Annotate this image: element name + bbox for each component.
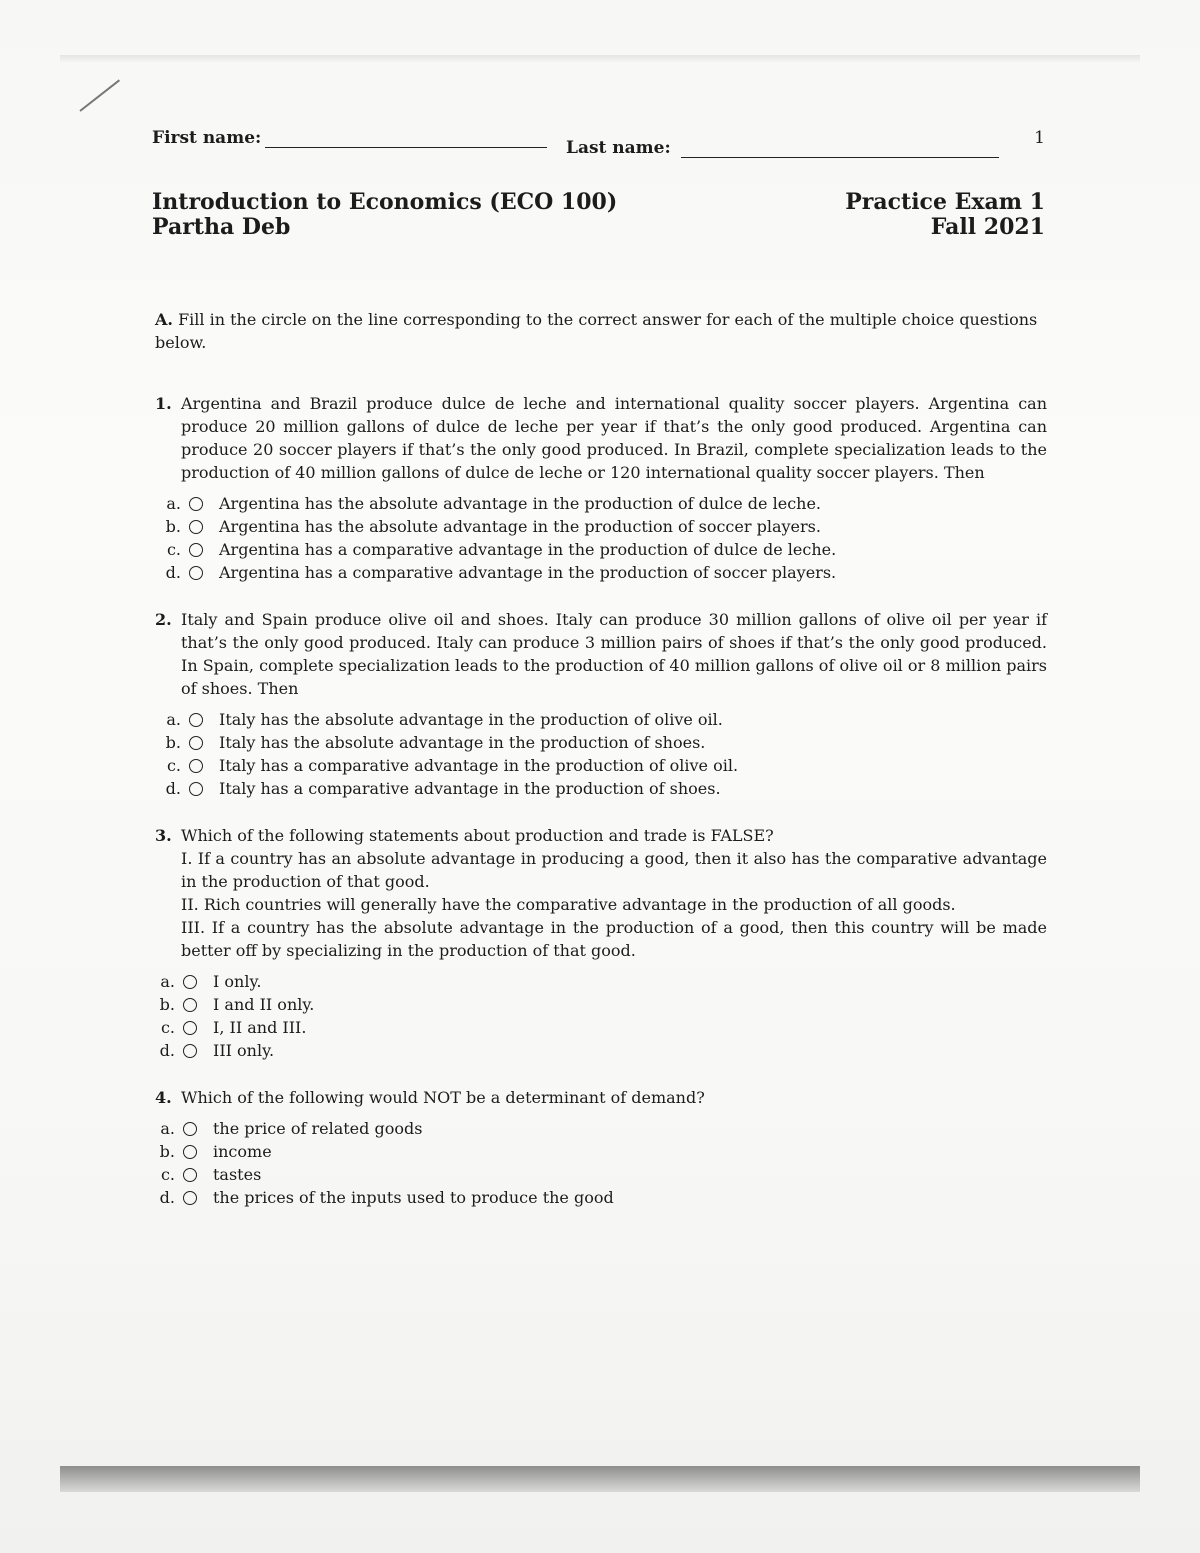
exam-content bbox=[155, 308, 1047, 1233]
question-number: 1. bbox=[155, 394, 172, 413]
answer-bubble[interactable] bbox=[183, 1191, 197, 1205]
answer-option-d[interactable] bbox=[155, 561, 1047, 584]
answer-option-a[interactable] bbox=[149, 970, 1047, 993]
answer-options bbox=[149, 970, 1047, 1062]
answer-option-b[interactable] bbox=[149, 993, 1047, 1016]
option-letter: a. bbox=[160, 972, 175, 991]
option-letter: c. bbox=[160, 1165, 175, 1184]
option-letter: b. bbox=[165, 733, 181, 752]
answer-option-d[interactable] bbox=[149, 1039, 1047, 1062]
section-label: A. bbox=[155, 310, 173, 329]
answer-bubble[interactable] bbox=[183, 1021, 197, 1035]
answer-option-b[interactable] bbox=[149, 1140, 1047, 1163]
statement-iii: III. If a country has the absolute advantage in the production of a good, then this country will be made better off by specializing in the production of that good. bbox=[181, 918, 1047, 960]
question-4 bbox=[155, 1086, 1047, 1209]
option-letter: a. bbox=[160, 1119, 175, 1138]
sheet-top-edge bbox=[60, 55, 1140, 63]
option-letter: c. bbox=[166, 756, 181, 775]
question-stem: Italy and Spain produce olive oil and shoes. Italy can produce 30 million gallons of olive oil per year if that’s the only good produced. Italy can produce 3 million pairs of shoes if that’s the only good produced. In Spain, complete specialization leads to the production of 40 million gallons of olive oil or 8 million pairs of shoes. Then bbox=[181, 610, 1047, 698]
answer-bubble[interactable] bbox=[189, 713, 203, 727]
option-letter: b. bbox=[159, 1142, 175, 1161]
question-number: 3. bbox=[155, 826, 172, 845]
option-text: Argentina has a comparative advantage in the production of soccer players. bbox=[219, 563, 837, 582]
last-name-blank[interactable] bbox=[681, 139, 999, 158]
question-number: 4. bbox=[155, 1088, 172, 1107]
course-title: Introduction to Economics (ECO 100) bbox=[152, 189, 618, 215]
option-letter: d. bbox=[165, 563, 181, 582]
corner-pen-mark bbox=[79, 79, 120, 111]
answer-bubble[interactable] bbox=[183, 975, 197, 989]
option-letter: a. bbox=[166, 710, 181, 729]
answer-bubble[interactable] bbox=[189, 497, 203, 511]
instructions-text: Fill in the circle on the line corresponding to the correct answer for each of the multiple choice questions below. bbox=[155, 310, 1038, 352]
option-text: III only. bbox=[213, 1041, 275, 1060]
answer-bubble[interactable] bbox=[189, 782, 203, 796]
answer-bubble[interactable] bbox=[183, 1044, 197, 1058]
last-name-field[interactable] bbox=[566, 138, 999, 158]
answer-options bbox=[155, 492, 1047, 584]
option-text: tastes bbox=[213, 1165, 262, 1184]
answer-bubble[interactable] bbox=[183, 998, 197, 1012]
question-1 bbox=[155, 392, 1047, 584]
statement-ii: II. Rich countries will generally have the comparative advantage in the production of all goods. bbox=[181, 895, 956, 914]
answer-bubble[interactable] bbox=[189, 759, 203, 773]
page-number: 1 bbox=[1034, 128, 1045, 148]
question-2 bbox=[155, 608, 1047, 800]
answer-bubble[interactable] bbox=[183, 1168, 197, 1182]
answer-option-b[interactable] bbox=[155, 731, 1047, 754]
answer-option-a[interactable] bbox=[149, 1117, 1047, 1140]
first-name-label: First name: bbox=[152, 128, 262, 148]
answer-option-d[interactable] bbox=[155, 777, 1047, 800]
answer-option-c[interactable] bbox=[149, 1016, 1047, 1039]
answer-bubble[interactable] bbox=[189, 543, 203, 557]
answer-bubble[interactable] bbox=[189, 520, 203, 534]
last-name-label: Last name: bbox=[566, 138, 671, 158]
option-text: Italy has a comparative advantage in the production of shoes. bbox=[219, 779, 721, 798]
section-instructions bbox=[155, 308, 1047, 354]
option-text: Argentina has a comparative advantage in the production of dulce de leche. bbox=[219, 540, 837, 559]
option-letter: d. bbox=[159, 1188, 175, 1207]
option-text: Italy has the absolute advantage in the production of shoes. bbox=[219, 733, 706, 752]
option-letter: c. bbox=[166, 540, 181, 559]
answer-option-c[interactable] bbox=[155, 754, 1047, 777]
exam-title: Practice Exam 1 bbox=[845, 189, 1045, 215]
answer-option-d[interactable] bbox=[149, 1186, 1047, 1209]
answer-option-b[interactable] bbox=[155, 515, 1047, 538]
option-text: Argentina has the absolute advantage in the production of dulce de leche. bbox=[219, 494, 822, 513]
question-body bbox=[181, 824, 1047, 962]
answer-bubble[interactable] bbox=[183, 1122, 197, 1136]
answer-option-a[interactable] bbox=[155, 492, 1047, 515]
option-text: I and II only. bbox=[213, 995, 315, 1014]
answer-options bbox=[155, 708, 1047, 800]
course-header bbox=[152, 190, 617, 240]
exam-term: Fall 2021 bbox=[930, 214, 1045, 240]
first-name-field[interactable] bbox=[152, 128, 547, 148]
question-stem: Which of the following would NOT be a determinant of demand? bbox=[181, 1088, 705, 1107]
option-letter: d. bbox=[159, 1041, 175, 1060]
option-letter: a. bbox=[166, 494, 181, 513]
option-letter: b. bbox=[159, 995, 175, 1014]
question-3 bbox=[155, 824, 1047, 1062]
answer-bubble[interactable] bbox=[189, 566, 203, 580]
answer-bubble[interactable] bbox=[189, 736, 203, 750]
first-name-blank[interactable] bbox=[265, 129, 547, 148]
question-stem: Argentina and Brazil produce dulce de leche and international quality soccer players. Argentina can produce 20 million gallons of dulce de leche per year if that’s the only good produced. Argentina can produce 20 soccer players if that’s the only good produced. In Brazil, complete specialization leads to the production of 40 million gallons of dulce de leche or 120 international quality soccer players. Then bbox=[181, 394, 1047, 482]
option-letter: c. bbox=[160, 1018, 175, 1037]
option-letter: b. bbox=[165, 517, 181, 536]
option-text: Argentina has the absolute advantage in the production of soccer players. bbox=[219, 517, 821, 536]
answer-option-a[interactable] bbox=[155, 708, 1047, 731]
option-text: I, II and III. bbox=[213, 1018, 307, 1037]
question-stem: Which of the following statements about production and trade is FALSE? bbox=[181, 826, 774, 845]
answer-options bbox=[149, 1117, 1047, 1209]
answer-option-c[interactable] bbox=[155, 538, 1047, 561]
option-text: I only. bbox=[213, 972, 262, 991]
answer-option-c[interactable] bbox=[149, 1163, 1047, 1186]
answer-bubble[interactable] bbox=[183, 1145, 197, 1159]
option-text: Italy has the absolute advantage in the production of olive oil. bbox=[219, 710, 723, 729]
statement-i: I. If a country has an absolute advantage in producing a good, then it also has the comparative advantage in the production of that good. bbox=[181, 849, 1047, 891]
option-text: Italy has a comparative advantage in the production of olive oil. bbox=[219, 756, 739, 775]
option-text: income bbox=[213, 1142, 272, 1161]
option-letter: d. bbox=[165, 779, 181, 798]
sheet-bottom-edge bbox=[60, 1466, 1140, 1492]
option-text: the prices of the inputs used to produce the good bbox=[213, 1188, 614, 1207]
option-text: the price of related goods bbox=[213, 1119, 423, 1138]
exam-header bbox=[845, 190, 1045, 240]
question-number: 2. bbox=[155, 610, 172, 629]
instructor-name: Partha Deb bbox=[152, 214, 291, 240]
